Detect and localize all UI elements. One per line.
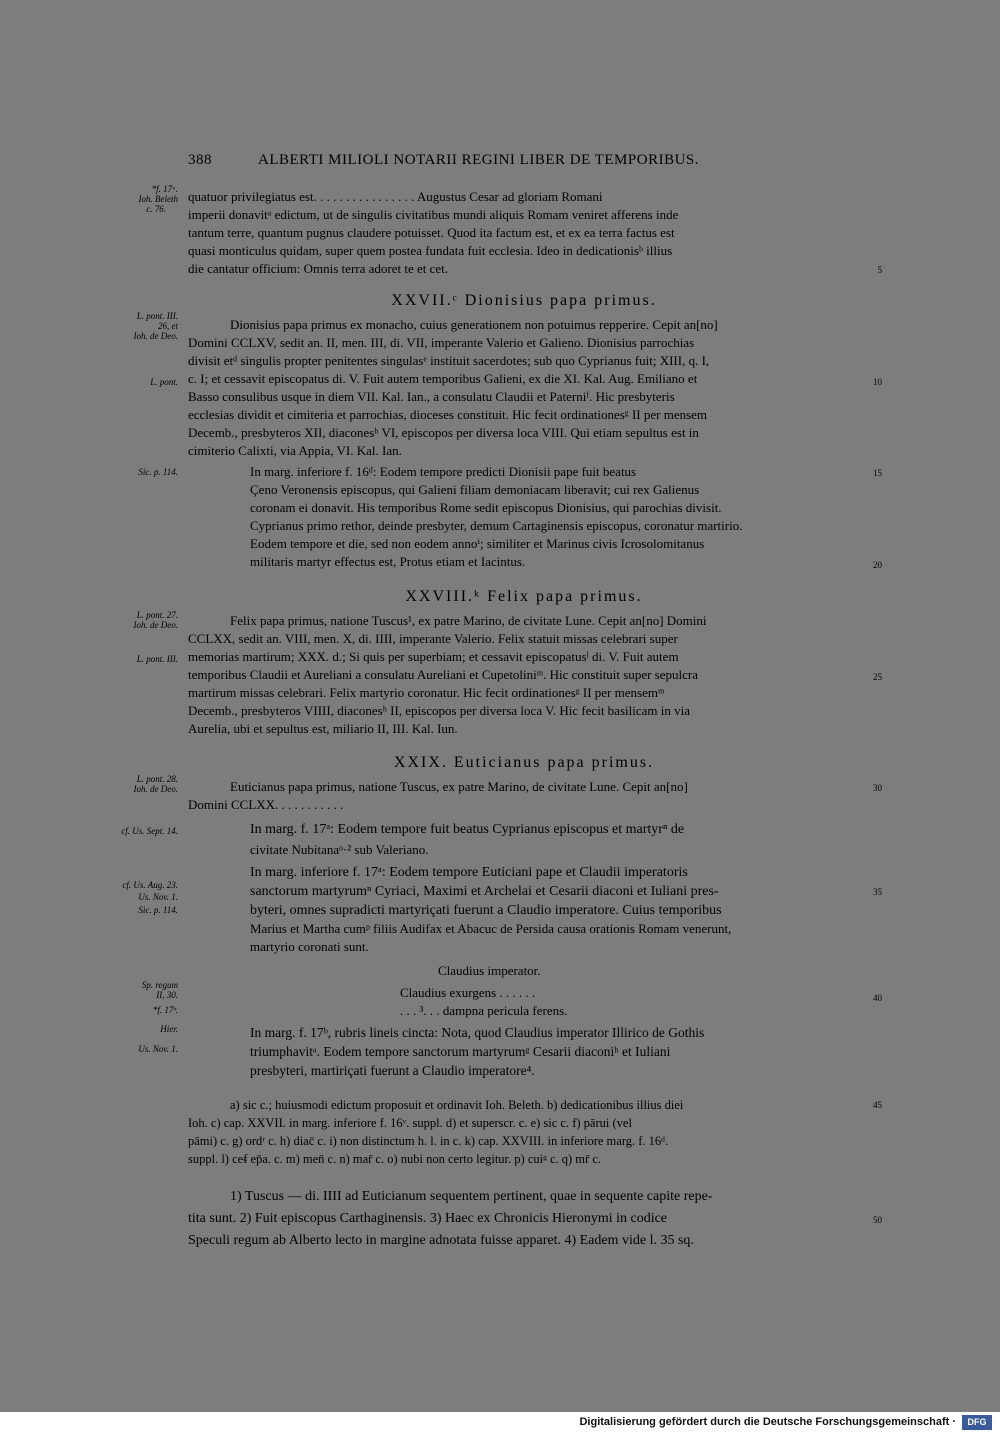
text-line: civitate Nubitanaᵒ·² sub Valeriano. [250,842,429,857]
line-number: 15 [873,468,882,478]
text-line: martirum missas celebrari. Felix martyrio coronatur. Hic fecit ordinationesᵍ II per mensemᵐ [188,685,665,700]
text-line: In marg. f. 17ᵇ, rubris lineis cincta: Nota, quod Claudius imperator Illirico de Gothis [250,1025,705,1040]
text-line: coronam ei donavit. His temporibus Rome sedit episcopus Dionisius, qui parochias divisit. [250,500,722,515]
margin-note: Sp. regum [141,980,178,990]
text-line: Aurelia, ubi et sepultus est, miliario II, III. Kal. Iun. [188,721,458,736]
line-number: 5 [877,265,882,275]
text-line: temporibus Claudii et Aureliani a consulatu Aureliani et Cupetoliniᵐ. Hic constituit super sepulcra [188,667,698,682]
line-number: 50 [873,1215,882,1225]
margin-note: Us. Nov. 1. [138,892,178,902]
verse-title: Claudius imperator. [438,963,541,978]
margin-note: cf. Us. Sept. 14. [121,826,178,836]
text-line: Domini CCLXV, sedit an. II, men. III, di. VII, imperante Valerio et Galieno. Dionisius parrochias [188,335,695,350]
text-line: In marg. inferiore f. 17ᵃ: Eodem tempore Euticiani pape et Claudii imperatoris [250,865,688,880]
line-number: 35 [873,887,882,897]
line-number: 20 [873,560,882,570]
page-number: 388 [188,152,212,168]
note-line: tita sunt. 2) Fuit episcopus Carthaginensis. 3) Haec ex Chronicis Hieronymi in codice [188,1211,668,1226]
text-line: CCLXX, sedit an. VIII, men. X, di. IIII, imperante Valerio. Felix statuit missas celebrari super [188,631,678,646]
text-line: cimiterio Calixti, via Appia, VI. Kal. Ian. [188,443,402,458]
margin-note: L. pont. [150,377,178,387]
margin-note: *f. 17ᵃ. [151,184,178,194]
text-line: Dionisius papa primus ex monacho, cuius generationem non potuimus repperire. Cepit an[no] [230,317,718,332]
margin-note: Ioh. de Deo. [133,620,178,630]
apparatus-line: suppl. l) ceᵮ ep̄a. c. m) men̄ c. n) mar̄ c. o) nubi non certo legitur. p) cuiᵍ c. q) mr̄ c. [188,1152,601,1166]
margin-note: L. pont. 28. [136,774,178,784]
page-title: ALBERTI MILIOLI NOTARII REGINI LIBER DE TEMPORIBUS. [258,152,700,168]
margin-note: L. pont. 27. [136,610,178,620]
text-line: Domini CCLXX. . . . . . . . . . . [188,797,344,812]
line-number: 25 [873,672,882,682]
text-line: Marius et Martha cumᵖ filiis Audifax et Abacuc de Persida causa orationis Romam venerunt, [250,921,732,936]
text-line: quatuor privilegiatus est. . . . . . . . . . . . . . . . Augustus Cesar ad gloriam Romani [188,189,603,204]
apparatus-line: pāmi) c. g) ordʳ c. h) diac̄ c. i) non distinctum h. l. in c. k) cap. XXVIII. in inferiore marg. f. 16ᵈ. [188,1134,669,1148]
footer-text: Digitalisierung gefördert durch die Deutsche Forschungsgemeinschaft · [579,1416,956,1428]
text-line: triumphavitᵃ. Eodem tempore sanctorum martyrumᵍ Cesarii diaconiʰ et Iuliani [250,1044,671,1059]
text-line: Çeno Veronensis episcopus, qui Galieni filiam demoniacam liberavit; cui rex Galienus [250,482,700,497]
text-line: Decemb., presbyteros XII, diaconesʰ VI, episcopos per diversa loca VIII. Qui etiam sepultus est in [188,425,699,440]
section-heading: XXIX. Euticianus papa primus. [393,754,655,771]
text-line: Felix papa primus, natione Tuscus¹, ex patre Marino, de civitate Lune. Cepit an[no] Domini [230,613,707,628]
verse-line: . . . ³. . . dampna pericula ferens. [400,1003,568,1018]
apparatus-line: Ioh. c) cap. XXVII. in marg. inferiore f. 16ᵛ. suppl. d) et superscr. c. e) sic c. f) pārui (vel [188,1116,632,1130]
text-line: c. I; et cessavit episcopatus di. V. Fuit autem temporibus Galieni, ex die XI. Kal. Aug. Emiliano et [188,371,698,386]
text-line: imperii donavitᵃ edictum, ut de singulis civitatibus mundi aliquis Romam veniret afferens inde [188,207,679,222]
text-line: divisit etᵈ singulis propter penitentes singulasᵉ instituit sacerdotes; sub quo Cyprianus fuit; XIII, q. I, [188,353,710,368]
line-number: 10 [873,377,882,387]
line-number: 45 [873,1100,882,1110]
line-number: 30 [873,783,882,793]
margin-note: Us. Nov. 1. [138,1044,178,1054]
note-line: Speculi regum ab Alberto lecto in margine adnotata fuisse apparet. 4) Eadem vide l. 35 sq. [188,1233,694,1248]
verse-line: Claudius exurgens . . . . . . [400,985,536,1000]
margin-note: *f. 17ᵇ. [152,1005,178,1015]
text-line: In marg. inferiore f. 16ᵈ: Eodem tempore predicti Dionisii pape fuit beatus [250,464,637,479]
text-line: ecclesias dividit et cimiteria et parrochias, dioceses constituit. Hic fecit ordinationesᵍ II per mensem [188,407,708,422]
text-line: tantum terre, quantum pugnus claudere potuisset. Quod ita factum est, et ex ea terra factus est [188,225,675,240]
text-line: sanctorum martyrumⁿ Cyriaci, Maximi et Archelai et Cesarii diaconi et Iuliani pres- [250,884,719,899]
section-heading: XXVIII.ᵏ Felix papa primus. [405,588,643,605]
apparatus-line: a) sic c.; huiusmodi edictum proposuit et ordinavit Ioh. Beleth. b) dedicationibus illius diei [230,1098,684,1112]
margin-note: L. pont. III. [136,654,178,664]
margin-note: c. 76. [146,204,166,214]
text-line: Cyprianus primo rethor, deinde presbyter, demum Cartaginensis episcopus, coronatur martirio. [250,518,743,533]
section-heading: XXVII.ᶜ Dionisius papa primus. [391,292,657,309]
margin-note: Ioh. de Deo. [133,784,178,794]
line-number: 40 [873,993,882,1003]
margin-note: Sic. p. 114. [138,467,178,477]
text-line: presbyteri, martiriçati fuerunt a Claudio imperatore⁴. [250,1063,535,1078]
margin-note: Ioh. de Deo. [133,331,178,341]
margin-note: II, 30. [156,990,178,1000]
margin-note: Sic. p. 114. [138,905,178,915]
text-line: memorias martirum; XXX. d.; Si quis per superbiam; et cessavit episcopatusˡ di. V. Fuit autem [188,649,679,664]
text-line: byteri, omnes supradicti martyriçati fuerunt a Claudio imperatore. Cuius temporibus [250,903,722,918]
dfg-logo[interactable]: DFG [962,1415,992,1430]
text-line: Basso consulibus usque in diem VII. Kal. Ian., a consulatu Claudii et Paterniᶠ. Hic presbyteris [188,389,675,404]
text-line: militaris martyr effectus est, Protus etiam et Iacintus. [250,554,526,569]
note-line: 1) Tuscus — di. IIII ad Euticianum sequentem pertinent, quae in sequente capite repe- [230,1189,713,1204]
margin-note: Hier. [160,1024,178,1034]
text-line: die cantatur officium: Omnis terra adoret te et cet. [188,261,449,276]
text-line: In marg. f. 17ᵃ: Eodem tempore fuit beatus Cyprianus episcopus et martyrⁿ de [250,822,685,837]
text-line: Euticianus papa primus, natione Tuscus, ex patre Marino, de civitate Lune. Cepit an[no] [230,779,688,794]
margin-note: L. pont. III. [136,311,178,321]
margin-note: cf. Us. Aug. 23. [122,880,178,890]
text-line: Eodem tempore et die, sed non eodem annoⁱ; similiter et Marinus civis Icrosolomitanus [250,536,705,551]
margin-note: 26, et [158,321,178,331]
text-line: Decemb., presbyteros VIIII, diaconesʰ II, episcopos per diversa loca V. Hic fecit basilicam in via [188,703,690,718]
text-line: martyrio coronati sunt. [250,939,369,954]
margin-note: Ioh. Beleth [138,194,178,204]
footer-bar [0,1412,1000,1434]
text-line: quasi monticulus quidam, super quem postea fundata fuit ecclesia. Ideo in dedicationisᵇ illius [188,243,673,258]
